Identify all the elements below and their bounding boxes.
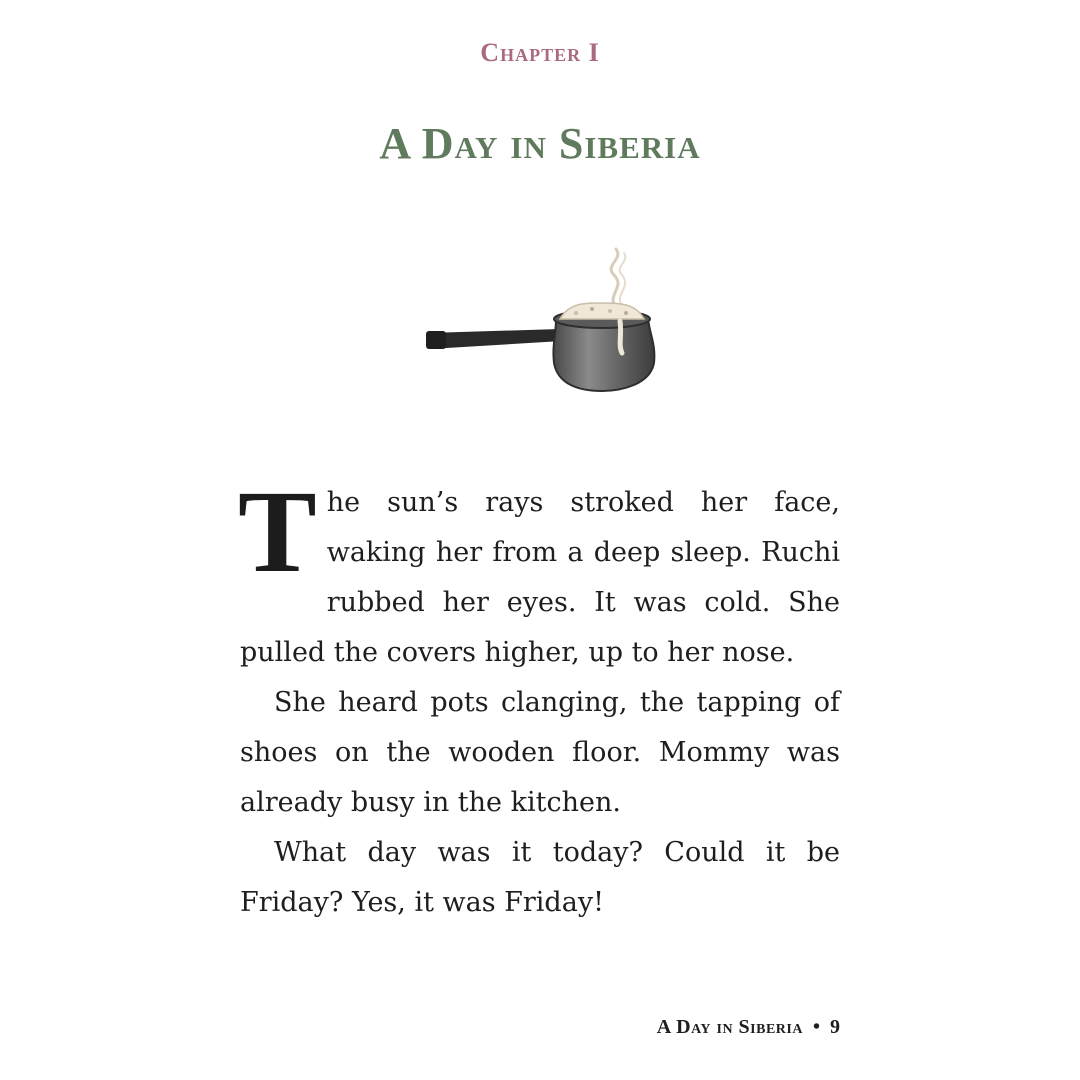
footer-bullet: •: [812, 1016, 820, 1038]
running-footer: [657, 1016, 840, 1039]
footer-running-title: A Day in Siberia: [656, 1016, 803, 1038]
steaming-saucepan-icon: [420, 245, 660, 395]
paragraph-2: She heard pots clanging, the tapping of shoes on the wooden floor. Mommy was already busy in the kitchen.: [240, 687, 840, 818]
page-number: 9: [830, 1016, 840, 1038]
paragraph-1: [238, 466, 840, 678]
paragraph-3: What day was it today? Could it be Friday? Yes, it was Friday!: [240, 837, 840, 918]
chapter-body: [238, 466, 840, 928]
drop-cap: T: [238, 466, 317, 597]
chapter-title: A Day in Siberia: [379, 119, 701, 168]
paragraph-1-text: he sun’s rays stroked her face, waking her from a deep sleep. Ruchi rubbed her eyes. It was cold. She pulled the covers higher, up to her nose.: [240, 487, 840, 668]
chapter-label: Chapter I: [480, 38, 600, 67]
